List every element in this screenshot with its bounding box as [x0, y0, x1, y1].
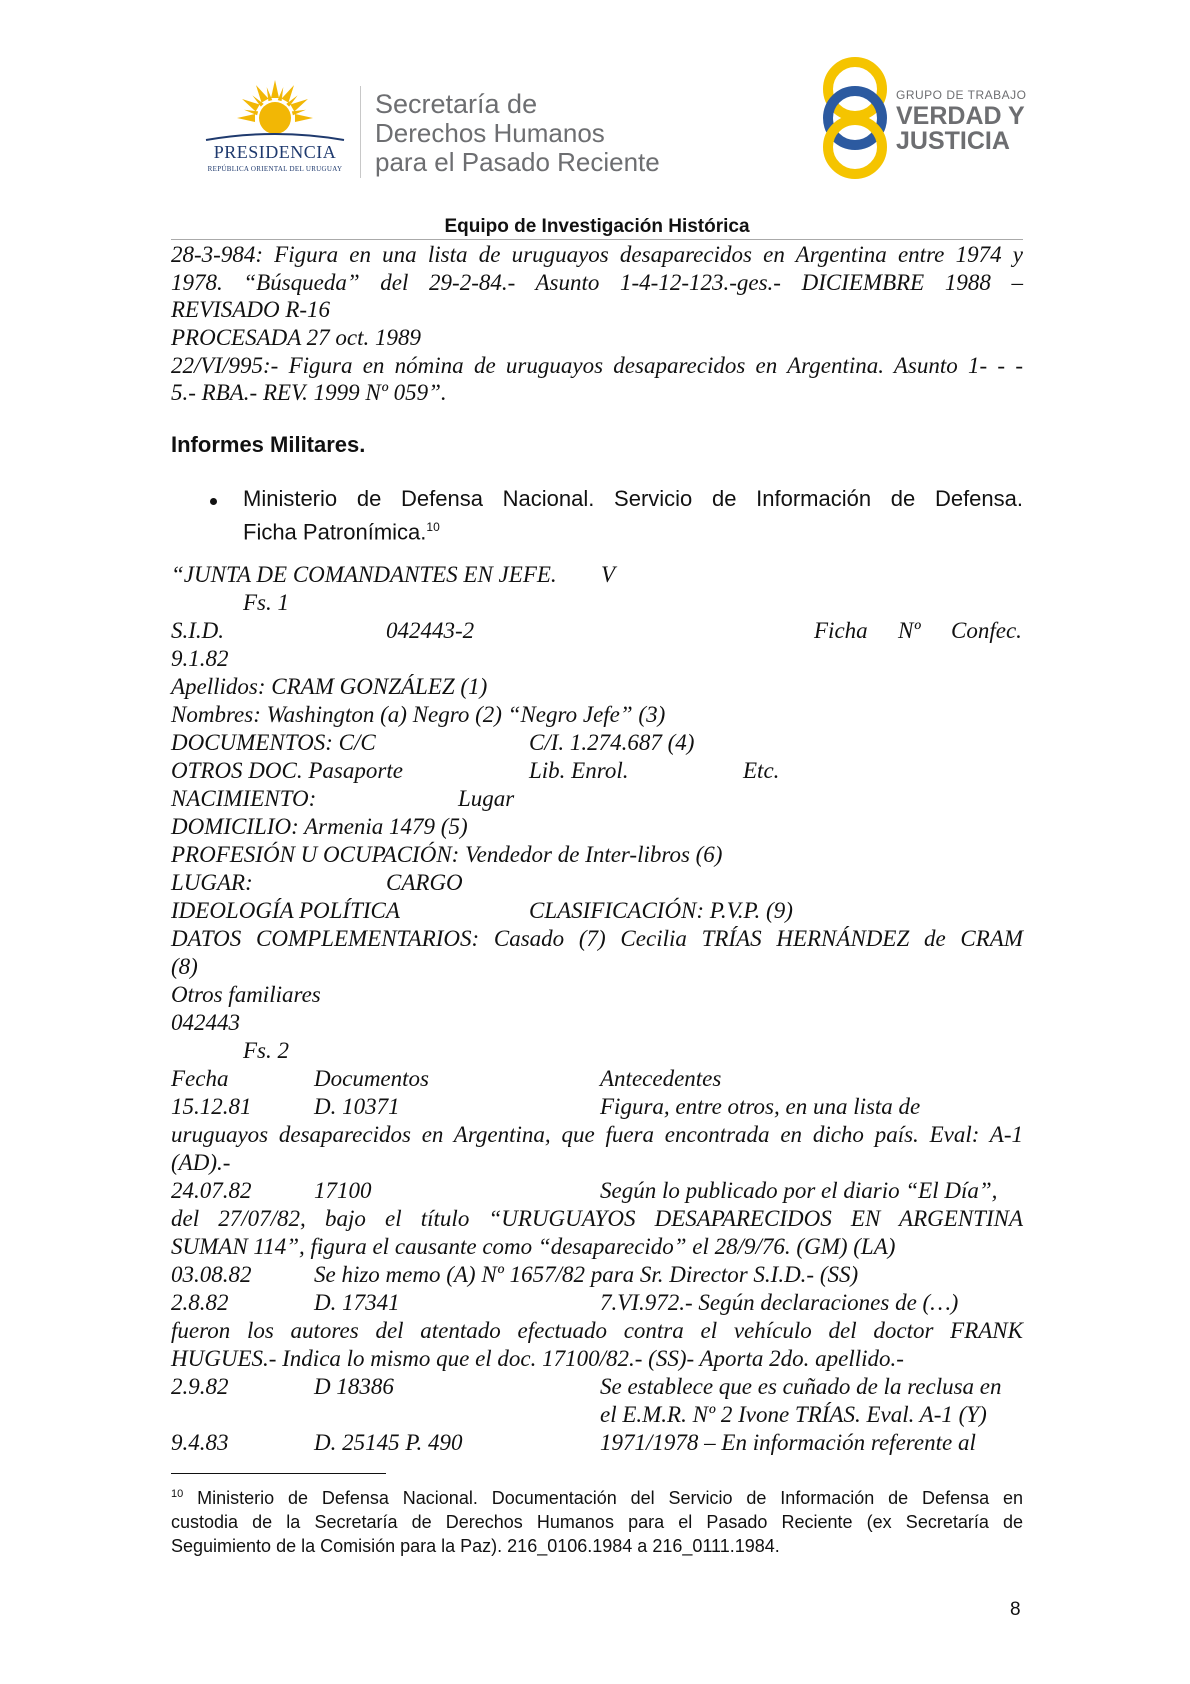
- grupo-line3: JUSTICIA: [896, 127, 1010, 155]
- section-title: Informes Militares.: [171, 432, 366, 457]
- interlocking-rings-icon: [820, 56, 890, 181]
- ficha-no: Nº: [898, 618, 921, 643]
- ficha-ci: C/I. 1.274.687 (4): [529, 730, 695, 755]
- intro-line-3: REVISADO R-16: [171, 297, 331, 322]
- presidencia-text: PRESIDENCIA: [213, 142, 337, 162]
- entry5-text-a: Se establece que es cuñado de la reclusa en: [600, 1374, 1002, 1399]
- entry1-doc: D. 10371: [314, 1094, 400, 1119]
- ficha-num2: 042443: [171, 1010, 240, 1035]
- verdad-justicia-logo: [820, 56, 1030, 181]
- entry3-text: Se hizo memo (A) Nº 1657/82 para Sr. Director S.I.D.- (SS): [314, 1262, 859, 1287]
- footnote-ref[interactable]: 10: [426, 520, 440, 534]
- intro-line-2: 1978. “Búsqueda” del 29-2-84.- Asunto 1-4-12-123.-ges.- DICIEMBRE 1988 –: [171, 270, 1023, 295]
- ficha-ideologia: IDEOLOGÍA POLÍTICA: [171, 898, 400, 923]
- ficha-confec: Confec.: [951, 618, 1022, 643]
- ficha-datos-comp: DATOS COMPLEMENTARIOS: Casado (7) Cecilia TRÍAS HERNÁNDEZ de CRAM: [171, 926, 1023, 951]
- bullet-line1: Ministerio de Defensa Nacional. Servicio de Información de Defensa.: [243, 486, 1023, 511]
- ficha-date: 9.1.82: [171, 646, 229, 671]
- entry1-date: 15.12.81: [171, 1094, 252, 1119]
- footnote-rule: [171, 1473, 386, 1474]
- ficha-etc: Etc.: [743, 758, 780, 783]
- ficha-datos-comp2: (8): [171, 954, 198, 979]
- presidencia-logo: [196, 78, 354, 178]
- secretaria-line1: Secretaría de: [375, 89, 538, 119]
- ficha-otros-familiares: Otros familiares: [171, 982, 321, 1007]
- ficha-clasificacion: CLASIFICACIÓN: P.V.P. (9): [529, 898, 793, 923]
- ficha-profesion: PROFESIÓN U OCUPACIÓN: Vendedor de Inter-libros (6): [171, 842, 723, 867]
- bullet-dot: [210, 498, 217, 505]
- grupo-line2: VERDAD Y: [896, 102, 1025, 130]
- secretaria-logo-text: [375, 90, 660, 177]
- ficha-sid-num: 042443-2: [386, 618, 475, 643]
- footnote: [171, 1482, 1023, 1558]
- entry1-text-b: uruguayos desaparecidos en Argentina, que fuera encontrada en dicho país. Eval: A-1: [171, 1122, 1023, 1147]
- entry5-doc: D 18386: [314, 1374, 394, 1399]
- ficha-nombres: Nombres: Washington (a) Negro (2) “Negro Jefe” (3): [171, 702, 666, 727]
- entry6-date: 9.4.83: [171, 1430, 229, 1455]
- entry2-text-b: del 27/07/82, bajo el título “URUGUAYOS DESAPARECIDOS EN ARGENTINA: [171, 1206, 1023, 1231]
- ficha-cargo: CARGO: [386, 870, 463, 895]
- entry6-doc: D. 25145 P. 490: [314, 1430, 463, 1455]
- col-header-antecedentes: Antecedentes: [600, 1066, 722, 1091]
- entry2-date: 24.07.82: [171, 1178, 252, 1203]
- ficha-junta: “JUNTA DE COMANDANTES EN JEFE.: [171, 562, 557, 587]
- ficha-otros-doc: OTROS DOC. Pasaporte: [171, 758, 403, 783]
- team-title: Equipo de Investigación Histórica: [444, 216, 750, 237]
- republica-text: REPÚBLICA ORIENTAL DEL URUGUAY: [207, 165, 343, 173]
- ficha-domicilio: DOMICILIO: Armenia 1479 (5): [171, 814, 468, 839]
- ficha-ficha-label: Ficha: [814, 618, 868, 643]
- secretaria-line3: para el Pasado Reciente: [375, 147, 660, 177]
- entry1-text-c: (AD).-: [171, 1150, 231, 1175]
- ficha-fs2: Fs. 2: [243, 1038, 289, 1063]
- entry5-date: 2.9.82: [171, 1374, 229, 1399]
- entry2-doc: 17100: [314, 1178, 372, 1203]
- entry4-doc: D. 17341: [314, 1290, 400, 1315]
- ficha-documentos: DOCUMENTOS: C/C: [171, 730, 376, 755]
- ficha-lugar1: Lugar: [458, 786, 515, 811]
- bullet-line2: [243, 513, 440, 546]
- entry2-text-c: SUMAN 114”, figura el causante como “desaparecido” el 28/9/76. (GM) (LA): [171, 1234, 896, 1259]
- entry4-text-b: fueron los autores del atentado efectuado contra el vehículo del doctor FRANK: [171, 1318, 1023, 1343]
- secretaria-line2: Derechos Humanos: [375, 118, 605, 148]
- ficha-lib-enrol: Lib. Enrol.: [529, 758, 629, 783]
- bullet-line2-text: Ficha Patronímica.: [243, 519, 427, 545]
- page-number: 8: [1010, 1599, 1021, 1620]
- ficha-nacimiento: NACIMIENTO:: [171, 786, 317, 811]
- intro-line-1: 28-3-984: Figura en una lista de uruguayos desaparecidos en Argentina entre 1974 y: [171, 242, 1023, 267]
- footnote-number: 10: [171, 1488, 184, 1500]
- entry1-text-a: Figura, entre otros, en una lista de: [600, 1094, 921, 1119]
- footnote-line1: [171, 1482, 1023, 1510]
- entry4-date: 2.8.82: [171, 1290, 229, 1315]
- entry4-text-a: 7.VI.972.- Según declaraciones de (…): [600, 1290, 959, 1315]
- intro-line-5: 22/VI/995:- Figura en nómina de uruguayos desaparecidos en Argentina. Asunto 1- - -: [171, 353, 1023, 378]
- sun-emblem-icon: [196, 78, 354, 150]
- ficha-apellidos: Apellidos: CRAM GONZÁLEZ (1): [171, 674, 488, 699]
- col-header-documentos: Documentos: [314, 1066, 429, 1091]
- intro-line-4: PROCESADA 27 oct. 1989: [171, 325, 421, 350]
- logo-divider: [360, 86, 361, 178]
- ficha-fs1: Fs. 1: [243, 590, 289, 615]
- entry2-text-a: Según lo publicado por el diario “El Día”,: [600, 1178, 998, 1203]
- header-rule: [171, 239, 1023, 240]
- ficha-lugar2: LUGAR:: [171, 870, 253, 895]
- entry4-text-c: HUGUES.- Indica lo mismo que el doc. 17100/82.- (SS)- Aporta 2do. apellido.-: [171, 1346, 904, 1371]
- footnote-line3: Seguimiento de la Comisión para la Paz). 216_0106.1984 a 216_0111.1984.: [171, 1536, 780, 1556]
- intro-line-6: 5.- RBA.- REV. 1999 Nº 059”.: [171, 380, 447, 405]
- entry5-text-b: el E.M.R. Nº 2 Ivone TRÍAS. Eval. A-1 (Y): [600, 1402, 987, 1427]
- footnote-line1-text: Ministerio de Defensa Nacional. Documentación del Servicio de Información de Defensa en: [197, 1488, 1023, 1508]
- col-header-fecha: Fecha: [171, 1066, 229, 1091]
- entry6-text-a: 1971/1978 – En información referente al: [600, 1430, 976, 1455]
- ficha-junta-v: V: [601, 562, 616, 587]
- ficha-sid: S.I.D.: [171, 618, 225, 643]
- entry3-date: 03.08.82: [171, 1262, 252, 1287]
- footnote-line2: custodia de la Secretaría de Derechos Humanos para el Pasado Reciente (ex Secretaría de: [171, 1512, 1023, 1532]
- grupo-line1: GRUPO DE TRABAJO: [896, 88, 1027, 102]
